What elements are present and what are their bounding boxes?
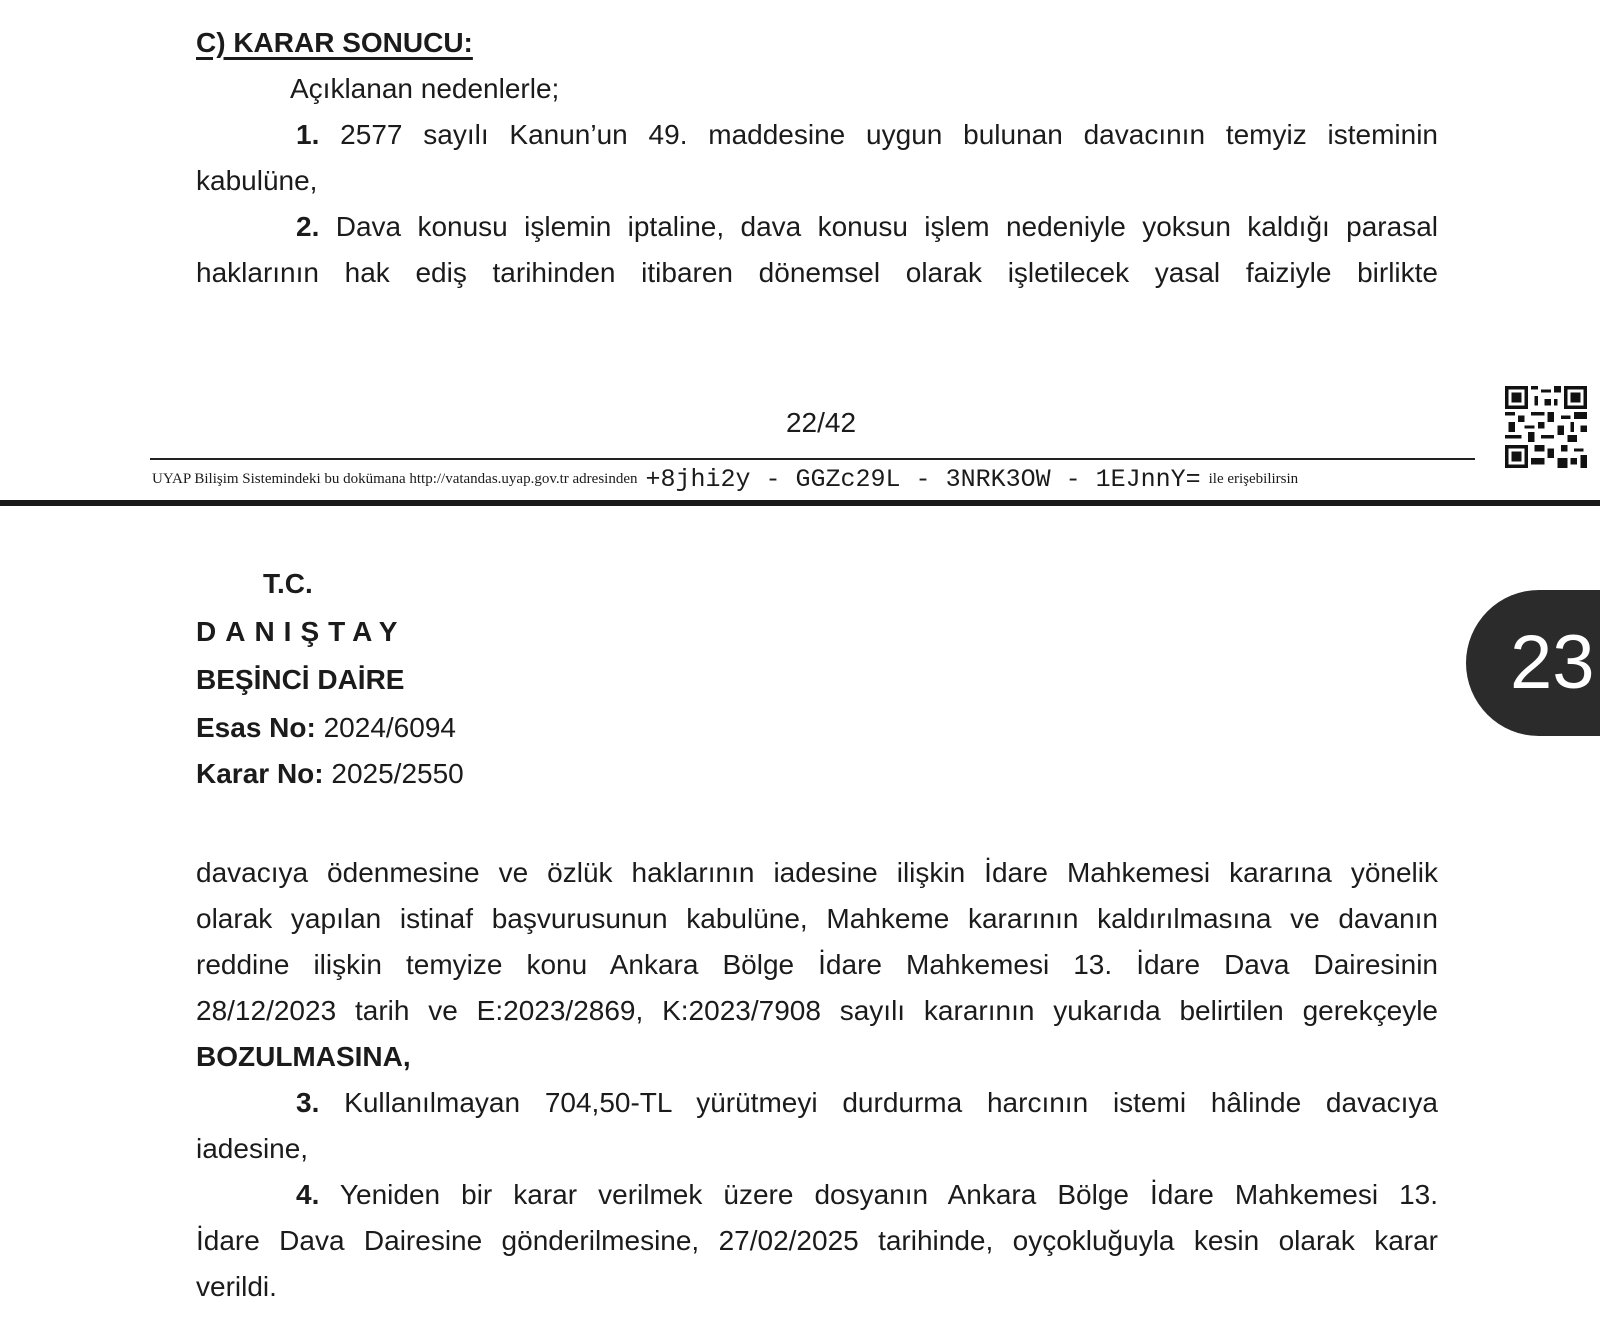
item-3-line-2: iadesine, xyxy=(196,1133,309,1164)
item-3-number: 3. xyxy=(296,1087,320,1118)
karar-label: Karar No: xyxy=(196,758,324,789)
header-court: DANIŞTAY xyxy=(196,616,407,647)
item-4-text: Yeniden bir karar verilmek üzere dosyanın Ankara Bölge İdare Mahkemesi 13. xyxy=(339,1179,1438,1210)
item-2-line-1 xyxy=(196,210,1438,244)
uyap-footer xyxy=(152,462,1477,496)
continuation-line-5: BOZULMASINA, xyxy=(196,1041,411,1072)
qr-code-icon[interactable] xyxy=(1505,386,1587,468)
karar-number xyxy=(196,758,464,790)
footer-access-code: +8jhi2y - GGZc29L - 3NRK3OW - 1EJnnY= xyxy=(645,464,1201,494)
header-department: BEŞİNCİ DAİRE xyxy=(196,664,405,695)
item-3-text: Kullanılmayan 704,50-TL yürütmeyi durdurma harcının istemi hâlinde davacıya xyxy=(344,1087,1439,1118)
item-4-line-3: verildi. xyxy=(196,1271,277,1302)
esas-number xyxy=(196,712,456,744)
karar-value: 2025/2550 xyxy=(323,758,464,789)
item-2-line-2: haklarının hak ediş tarihinden itibaren dönemsel olarak işletilecek yasal faiziyle birlikte xyxy=(196,257,1438,288)
item-4-line-1 xyxy=(196,1178,1438,1212)
item-1-line-2: kabulüne, xyxy=(196,165,318,196)
item-4-line-2: İdare Dava Dairesine gönderilmesine, 27/02/2025 tarihinde, oyçokluğuyla kesin olarak karar xyxy=(196,1225,1438,1256)
continuation-line-4: 28/12/2023 tarih ve E:2023/2869, K:2023/7908 sayılı kararının yukarıda belirtilen gerekçeyle xyxy=(196,995,1438,1026)
continuation-line-1: davacıya ödenmesine ve özlük haklarının iadesine ilişkin İdare Mahkemesi kararına yönelik xyxy=(196,857,1438,888)
header-tc: T.C. xyxy=(263,568,313,599)
footer-prefix: UYAP Bilişim Sistemindeki bu dokümana http://vatandas.uyap.gov.tr adresinden xyxy=(152,470,638,487)
section-heading: C) KARAR SONUCU: xyxy=(196,27,473,58)
intro-text: Açıklanan nedenlerle; xyxy=(290,73,560,104)
continuation-line-2: olarak yapılan istinaf başvurusunun kabulüne, Mahkeme kararının kaldırılmasına ve davanın xyxy=(196,903,1438,934)
item-1-line-1 xyxy=(196,118,1438,152)
continuation-line-3: reddine ilişkin temyize konu Ankara Bölge İdare Mahkemesi 13. İdare Dava Dairesinin xyxy=(196,949,1438,980)
item-4-number: 4. xyxy=(296,1179,320,1210)
item-2-number: 2. xyxy=(296,211,320,242)
page-number: 22/42 xyxy=(785,407,857,438)
item-2-text: Dava konusu işlemin iptaline, dava konusu işlem nedeniyle yoksun kaldığı parasal xyxy=(335,211,1438,242)
footer-divider xyxy=(150,458,1475,460)
esas-value: 2024/6094 xyxy=(315,712,456,743)
esas-label: Esas No: xyxy=(196,712,316,743)
item-1-number: 1. xyxy=(296,119,320,150)
item-1-text: 2577 sayılı Kanun’un 49. maddesine uygun bulunan davacının temyiz isteminin xyxy=(340,119,1438,150)
item-3-line-1 xyxy=(196,1086,1438,1120)
page-break-divider xyxy=(0,500,1600,506)
page-badge: 23 xyxy=(1466,590,1600,736)
footer-suffix: ile erişebilirsin xyxy=(1208,470,1299,487)
